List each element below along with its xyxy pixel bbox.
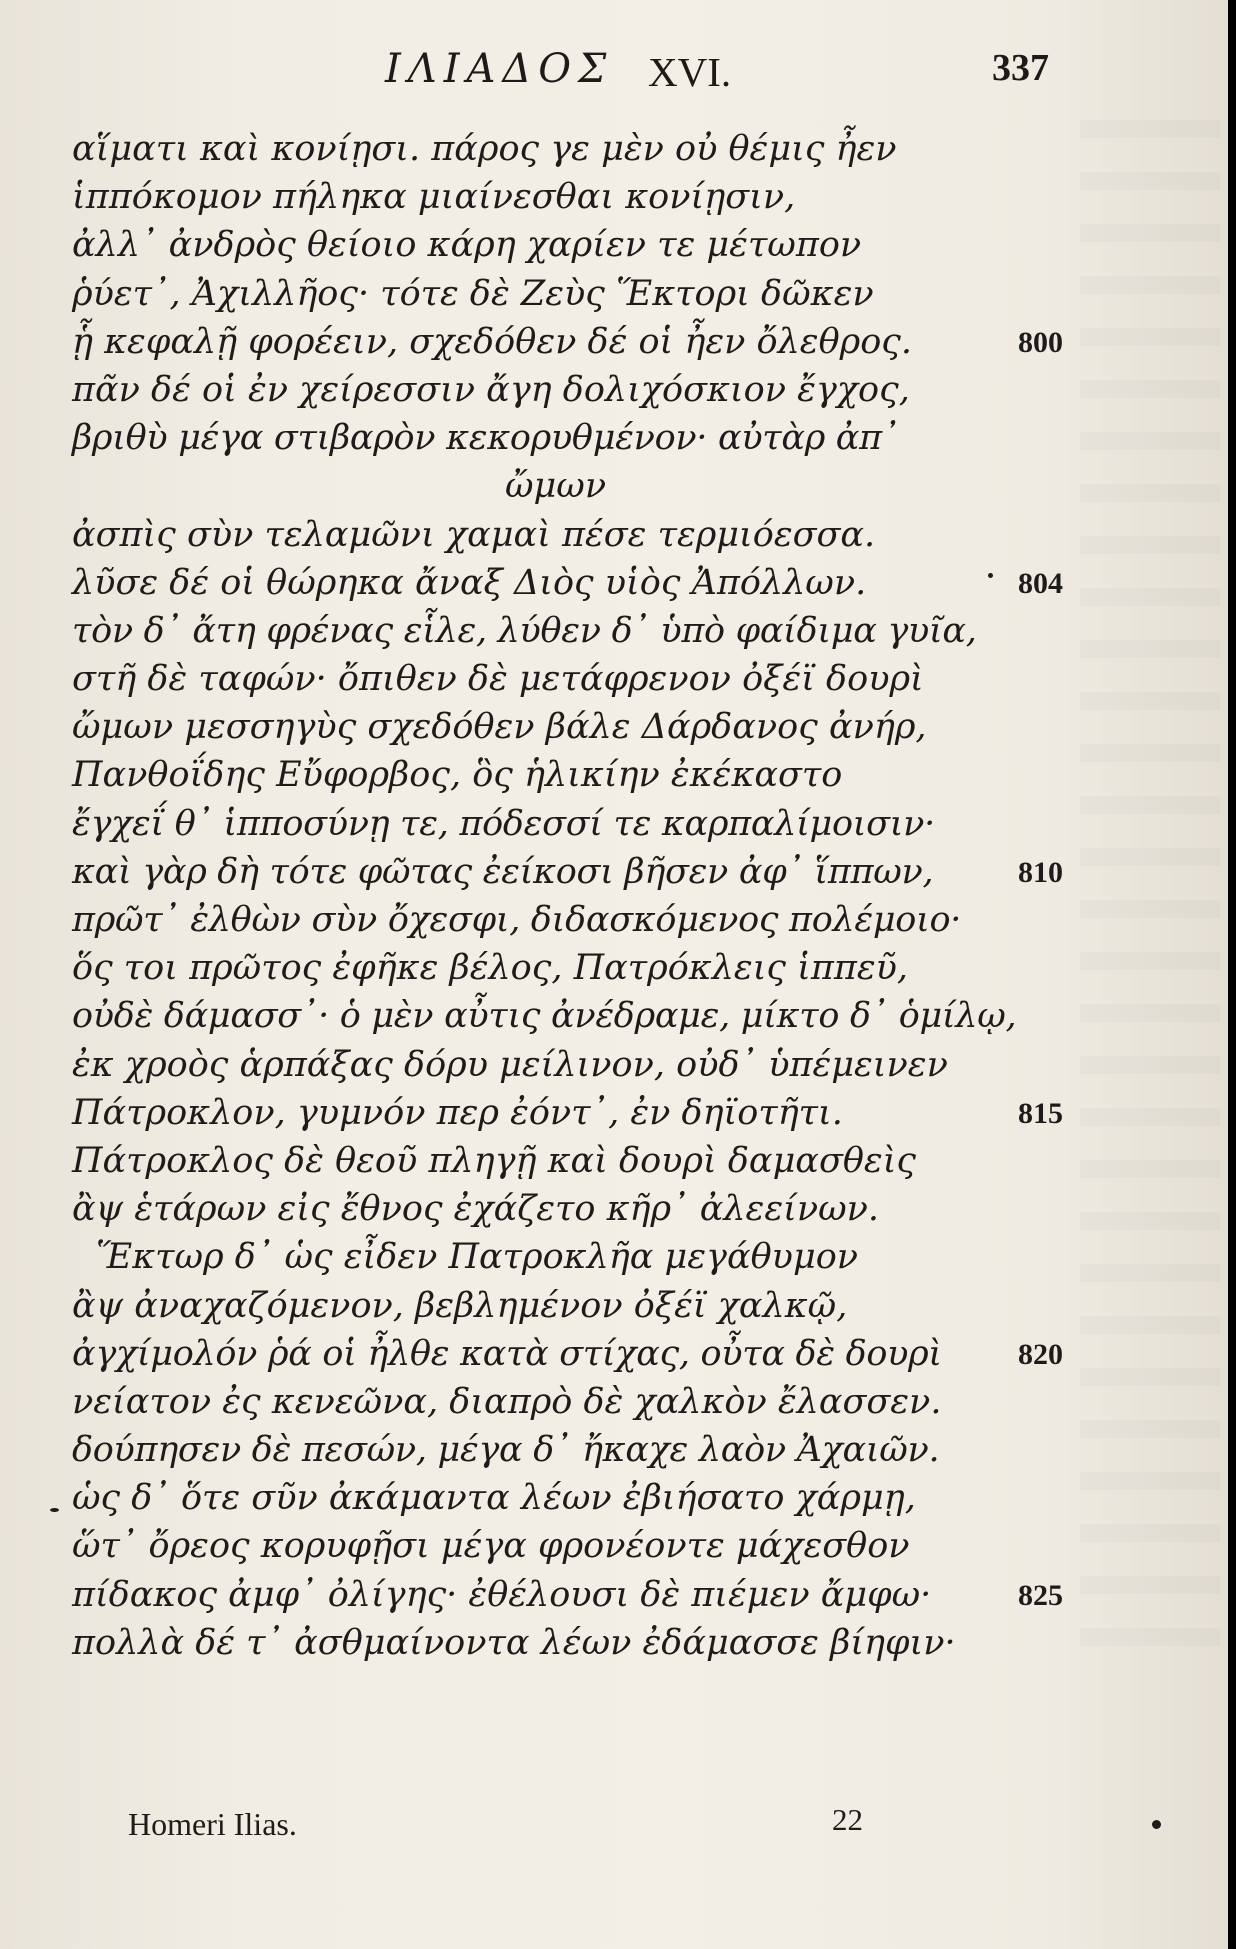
verse-text: ἂψ ἀναχαζόμενον, βεβλημένον ὀξέϊ χαλκῷ,: [72, 1285, 848, 1326]
verse-text: ἀσπὶς σὺν τελαμῶνι χαμαὶ πέσε τερμιόεσσα.: [72, 514, 876, 555]
verse-line: [0, 1427, 1228, 1475]
verse-text: ἱππόκομον πήληκα μιαίνεσθαι κονίῃσιν,: [72, 177, 796, 218]
ink-speck: [988, 573, 993, 578]
verse-line: [0, 222, 1228, 270]
verse-line: [0, 174, 1228, 222]
verse-line: [0, 1475, 1228, 1523]
verse-text: οὐδὲ δάμασσ᾽· ὁ μὲν αὖτις ἀνέδραμε, μίκτο δ᾽ ὁμίλῳ,: [72, 996, 1017, 1037]
verse-line: [0, 656, 1228, 704]
verse-text: τὸν δ᾽ ἄτη φρένας εἷλε, λύθεν δ᾽ ὑπὸ φαίδιμα γυῖα,: [72, 610, 977, 651]
book-number: XVI.: [648, 49, 732, 95]
verse-line: [0, 1090, 1228, 1138]
verse-text: πρῶτ᾽ ἐλθὼν σὺν ὄχεσφι, διδασκόμενος πολέμοιο·: [72, 900, 962, 940]
page-number: 337: [992, 47, 1049, 89]
verse-line: [0, 704, 1228, 752]
verse-text: Πάτροκλον, γυμνόν περ ἐόντ᾽, ἐν δηϊοτῆτι.: [72, 1092, 843, 1133]
verse-text: πίδακος ἀμφ᾽ ὀλίγης· ἐθέλουσι δὲ πιέμεν ἄμφω·: [72, 1574, 932, 1615]
line-number: 820: [1018, 1337, 1063, 1371]
verse-line: [0, 752, 1228, 800]
verse-text: ῥύετ᾽, Ἀχιλλῆος· τότε δὲ Ζεὺς Ἕκτορι δῶκεν: [72, 273, 874, 314]
verse-line: [0, 1620, 1228, 1668]
verse-line: [0, 1042, 1228, 1090]
line-number: 815: [1018, 1096, 1063, 1130]
verse-line: [0, 1331, 1228, 1379]
verse-line: [0, 801, 1228, 849]
verse-line: [0, 1283, 1228, 1331]
verse-text: αἵματι καὶ κονίῃσι. πάρος γε μὲν οὐ θέμις ἦεν: [72, 129, 897, 169]
line-number: 825: [1018, 1578, 1063, 1612]
verse-line: [0, 849, 1228, 897]
verse-line: [0, 1379, 1228, 1427]
verse-text: ὡς δ᾽ ὅτε σῦν ἀκάμαντα λέων ἐβιήσατο χάρμῃ,: [72, 1478, 916, 1519]
verse-text: πᾶν δέ οἱ ἐν χείρεσσιν ἄγη δολιχόσκιον ἔγχος,: [72, 369, 910, 410]
verse-line: [0, 993, 1228, 1041]
verse-text: στῆ δὲ ταφών· ὄπιθεν δὲ μετάφρενον ὀξέϊ δουρὶ: [72, 659, 924, 700]
verse-text: δούπησεν δὲ πεσών, μέγα δ᾽ ἤκαχε λαὸν Ἀχαιῶν.: [72, 1430, 940, 1471]
line-number: 804: [1018, 566, 1063, 600]
verse-line: [0, 126, 1228, 174]
sheet-number: 22: [832, 1802, 863, 1837]
verse-line: [0, 367, 1228, 415]
line-number: 810: [1018, 855, 1063, 889]
verse-line: [0, 415, 1228, 463]
running-title: ΙΛΙΑΔΟΣ: [385, 46, 614, 92]
verse-line-continuation: [0, 463, 1228, 511]
verse-text: ἐκ χροὸς ἁρπάξας δόρυ μείλινον, οὐδ᾽ ὑπέμεινεν: [72, 1044, 948, 1085]
verse-text: ὅς τοι πρῶτος ἐφῆκε βέλος, Πατρόκλεις ἱππεῦ,: [72, 948, 909, 989]
signature-mark: Homeri Ilias.: [128, 1806, 297, 1842]
verse-line: [0, 560, 1228, 608]
verse-text: ἔγχεΐ θ᾽ ἱπποσύνῃ τε, πόδεσσί τε καρπαλίμοισιν·: [72, 803, 935, 844]
verse-text: ὤμων μεσσηγὺς σχεδόθεν βάλε Δάρδανος ἀνήρ,: [72, 707, 927, 748]
verse-text: ὥτ᾽ ὄρεος κορυφῇσι μέγα φρονέοντε μάχεσθον: [72, 1526, 910, 1567]
verse-line: [0, 271, 1228, 319]
verse-block: [0, 126, 1228, 1668]
verse-line: [0, 512, 1228, 560]
verse-text: καὶ γὰρ δὴ τότε φῶτας ἐείκοσι βῆσεν ἀφ᾽ ἵππων,: [72, 851, 934, 892]
line-number: 800: [1018, 325, 1063, 359]
verse-line: [0, 608, 1228, 656]
verse-line: [0, 319, 1228, 367]
ink-speck: [1152, 1820, 1161, 1829]
verse-text: ὤμων: [505, 466, 607, 507]
verse-text: ᾗ κεφαλῇ φορέειν, σχεδόθεν δέ οἱ ἦεν ὄλεθρος.: [72, 321, 913, 362]
verse-line: [0, 1234, 1228, 1282]
ink-speck: [50, 1508, 59, 1512]
verse-line: [0, 945, 1228, 993]
verse-text: ἂψ ἑτάρων εἰς ἔθνος ἐχάζετο κῆρ᾽ ἀλεείνων.: [72, 1189, 880, 1230]
verse-text: βριθὺ μέγα στιβαρὸν κεκορυθμένον· αὐτὰρ ἀπ᾽: [72, 418, 900, 459]
verse-line: [0, 1186, 1228, 1234]
verse-text: Πάτροκλος δὲ θεοῦ πληγῇ καὶ δουρὶ δαμασθεὶς: [72, 1140, 917, 1181]
verse-line: [0, 1138, 1228, 1186]
page-footer: [0, 1802, 1228, 1852]
verse-line: [0, 1523, 1228, 1571]
verse-text: ἀγχίμολόν ῥά οἱ ἦλθε κατὰ στίχας, οὖτα δὲ δουρὶ: [72, 1333, 942, 1374]
page-header: [0, 46, 1228, 106]
verse-text: πολλὰ δέ τ᾽ ἀσθμαίνοντα λέων ἐδάμασσε βίηφιν·: [72, 1622, 956, 1663]
verse-text: Πανθοΐδης Εὔφορβος, ὃς ἡλικίην ἐκέκαστο: [72, 755, 843, 796]
verse-text: ἀλλ᾽ ἀνδρὸς θείοιο κάρη χαρίεν τε μέτωπον: [72, 225, 862, 266]
verse-text: λῦσε δέ οἱ θώρηκα ἄναξ Διὸς υἱὸς Ἀπόλλων.: [72, 562, 867, 603]
verse-text: Ἕκτωρ δ᾽ ὡς εἶδεν Πατροκλῆα μεγάθυμον: [96, 1237, 859, 1278]
verse-text: νείατον ἐς κενεῶνα, διαπρὸ δὲ χαλκὸν ἔλασσεν.: [72, 1381, 942, 1422]
verse-line: [0, 1572, 1228, 1620]
verse-line: [0, 897, 1228, 945]
